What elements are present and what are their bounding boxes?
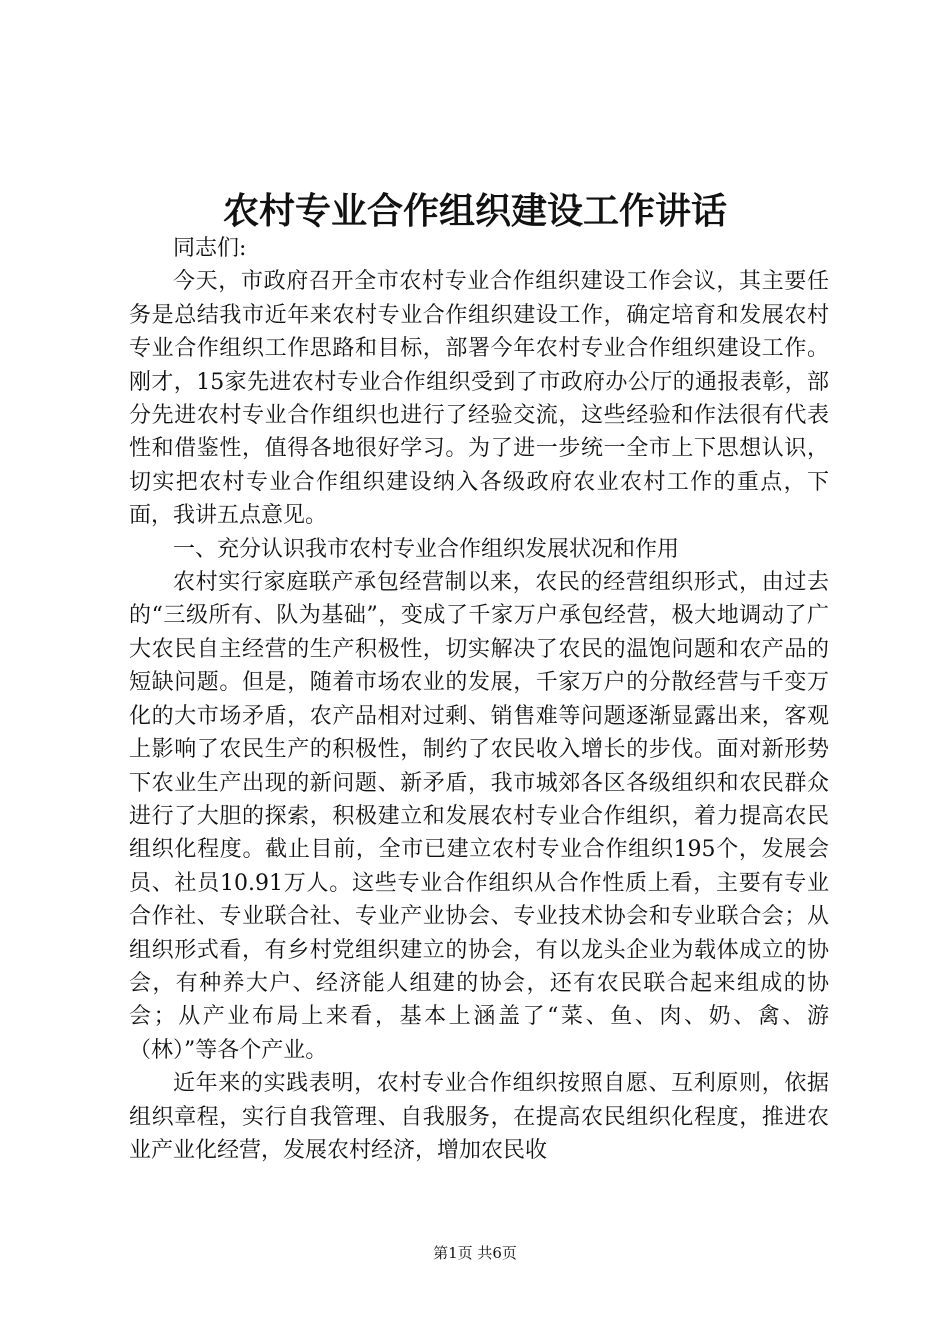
- page-number-footer: 第1页 共6页: [433, 1244, 517, 1262]
- document-title: 农村专业合作组织建设工作讲话: [222, 190, 727, 232]
- body-paragraph: 今天，市政府召开全市农村专业合作组织建设工作会议，其主要任务是总结我市近年来农村专业合作组织建设工作，确定培育和发展农村专业合作组织工作思路和目标，部署今年农村专业合作组织建设工作。刚才，15家先进农村专业合作组织受到了市政府办公厅的通报表彰，部分先进农村专业合作组织也进行了经验交流，这些经验和作法很有代表性和借鉴性，值得各地很好学习。为了进一步统一全市上下思想认识，切实把农村专业合作组织建设纳入各级政府农业农村工作的重点，下面，我讲五点意见。: [129, 269, 829, 529]
- salutation-paragraph: 同志们:: [173, 236, 247, 261]
- document-body: [129, 232, 829, 1167]
- section-heading: 一、充分认识我市农村专业合作组织发展状况和作用: [173, 536, 680, 562]
- body-paragraph: 近年来的实践表明，农村专业合作组织按照自愿、互利原则，依据组织章程，实行自我管理、自我服务，在提高农民组织化程度，推进农业产业化经营，发展农村经济，增加农民收: [129, 1071, 829, 1163]
- body-paragraph: 农村实行家庭联产承包经营制以来，农民的经营组织形式，由过去的“三级所有、队为基础”，变成了千家万户承包经营，极大地调动了广大农民自主经营的生产积极性，切实解决了农民的温饱问题和农产品的短缺问题。但是，随着市场农业的发展，千家万户的分散经营与千变万化的大市场矛盾，农产品相对过剩、销售难等问题逐渐显露出来，客观上影响了农民生产的积极性，制约了农民收入增长的步伐。面对新形势下农业生产出现的新问题、新矛盾，我市城郊各区各级组织和农民群众进行了大胆的探索，积极建立和发展农村专业合作组织，着力提高农民组织化程度。截止目前，全市已建立农村专业合作组织195个，发展会员、社员10.91万人。这些专业合作组织从合作性质上看，主要有专业合作社、专业联合社、专业产业协会、专业技术协会和专业联合会；从组织形式看，有乡村党组织建立的协会，有以龙头企业为载体成立的协会，有种养大户、经济能人组建的协会，还有农民联合起来组成的协会；从产业布局上来看，基本上涵盖了“菜、鱼、肉、奶、禽、游（林）”等各个产业。: [129, 570, 829, 1063]
